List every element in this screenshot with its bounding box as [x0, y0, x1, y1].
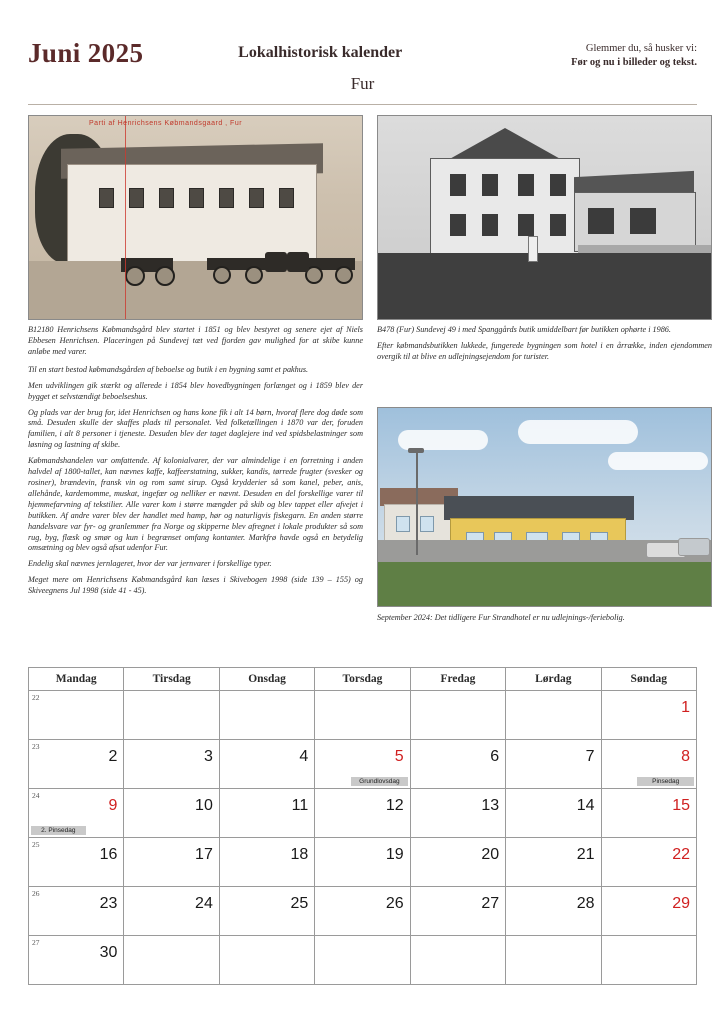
- calendar-cell[interactable]: [29, 838, 124, 887]
- calendar-cell[interactable]: [410, 740, 505, 789]
- article-paragraph: Men udviklingen gik stærkt og allerede i 1854 blev hovedbygningen forlænget og i 1859 blev der bygget et selvstændigt beboelseshus.: [28, 380, 363, 401]
- calendar-cell[interactable]: [601, 936, 696, 985]
- calendar-week-row: [29, 691, 697, 740]
- window-shape: [420, 516, 434, 532]
- calendar-cell[interactable]: [124, 691, 219, 740]
- window-shape: [482, 214, 498, 236]
- day-number: 4: [299, 748, 309, 765]
- calendar-cell[interactable]: [29, 936, 124, 985]
- photo2-caption-line-1: B478 (Fur) Sundevej 49 i med Spanggårds butik umiddelbart før butikken ophørte i 1986.: [377, 325, 671, 335]
- window-shape: [450, 174, 466, 196]
- calendar-week-row: [29, 838, 697, 887]
- page-title: Juni 2025: [28, 38, 144, 68]
- day-number: 13: [481, 797, 500, 814]
- calendar-week-row: [29, 789, 697, 838]
- day-number: 17: [195, 846, 213, 863]
- calendar-week-row: [29, 740, 697, 789]
- day-header-fredag: Fredag: [410, 668, 505, 691]
- calendar-cell[interactable]: [601, 838, 696, 887]
- calendar-cell[interactable]: [410, 838, 505, 887]
- calendar-cell[interactable]: [29, 887, 124, 936]
- spacer: [377, 363, 712, 407]
- place-title: Fur: [350, 74, 375, 94]
- day-header-lordag: Lørdag: [506, 668, 601, 691]
- day-number: 12: [385, 797, 404, 814]
- calendar-cell[interactable]: [315, 887, 410, 936]
- day-number: 28: [576, 895, 595, 912]
- window-shape: [129, 188, 144, 208]
- calendar-cell[interactable]: [601, 789, 696, 838]
- calendar-cell[interactable]: [601, 691, 696, 740]
- window-shape: [518, 214, 534, 236]
- slogan-line-2: Før og nu i billeder og tekst.: [571, 57, 697, 69]
- cloud-shape: [398, 430, 488, 450]
- calendar-cell[interactable]: [219, 740, 314, 789]
- calendar-cell[interactable]: [219, 887, 314, 936]
- day-number: 15: [672, 797, 690, 814]
- article-paragraph: Til en start bestod købmandsgården af beboelse og butik i en bygning samt et pakhus.: [28, 364, 309, 374]
- content-area: [28, 115, 712, 623]
- house-body: [430, 158, 580, 254]
- window-shape: [159, 188, 174, 208]
- shop-window-shape: [588, 208, 614, 234]
- day-header-onsdag: Onsdag: [219, 668, 314, 691]
- calendar-cell[interactable]: [410, 789, 505, 838]
- window-shape: [279, 188, 294, 208]
- slogan: [497, 42, 697, 70]
- calendar-cell[interactable]: [29, 789, 124, 838]
- day-header-mandag: Mandag: [29, 668, 124, 691]
- photo1-overlay-caption: Parti af Henrichsens Købmandsgaard , Fur: [89, 120, 243, 128]
- day-number: 25: [290, 895, 309, 912]
- calendar-cell[interactable]: [410, 691, 505, 740]
- article-body: [28, 365, 363, 597]
- day-header-sondag: Søndag: [601, 668, 696, 691]
- day-number: 6: [490, 748, 500, 765]
- right-column: [377, 115, 712, 623]
- cloud-shape: [518, 420, 638, 444]
- calendar-cell[interactable]: [124, 740, 219, 789]
- publication-title: Lokalhistorisk kalender: [238, 44, 403, 61]
- window-shape: [219, 188, 234, 208]
- calendar-cell[interactable]: [410, 936, 505, 985]
- calendar-cell[interactable]: [124, 789, 219, 838]
- day-number: 9: [108, 797, 118, 814]
- calendar-cell[interactable]: [410, 887, 505, 936]
- day-number: 18: [290, 846, 309, 863]
- calendar-cell[interactable]: [601, 740, 696, 789]
- car-shape: [678, 538, 710, 556]
- window-shape: [482, 174, 498, 196]
- article-paragraph: Købmandshandelen var omfattende. Af kolonialvarer, der var almindelige i en forretning i anden halvdel af 1800-tallet, kan nævnes kaffe, kaffeerstatning, sukker, kandis, tørrede frugter (svesker og rosiner), brændevin, fransk vin og rom samt sirup. Også krydderier så som kanel, peber, anis, allehånde, kardemomme, muskat, ingefær og nelliker er nævnt. Desuden en del forskellige varer til hjemmefarvning af tekstilier. Alle varer kom i større mængder på skib og blev tappet eller afvejet i butikken. Af andre varer blev der handlet med hamp, hør og naturligvis fiskegarn. En anden større handelsvare var fyr- og granlemmer fra Norge og skipperne blev afregnet i lokale produkter så som rug, byg, flæsk og smør og kun i begrænset omfang kontanter. Markfrø havde også en betydelig omsætning og blev også afsat udenfor Fur.: [28, 456, 363, 553]
- window-shape: [550, 214, 566, 236]
- calendar-cell[interactable]: [315, 740, 410, 789]
- calendar-table: [28, 667, 697, 985]
- shop-window-shape: [630, 208, 656, 234]
- calendar-cell[interactable]: [124, 936, 219, 985]
- calendar-week-row: [29, 936, 697, 985]
- window-shape: [518, 174, 534, 196]
- event-label: Grundlovsdag: [351, 777, 408, 786]
- calendar-week-row: [29, 887, 697, 936]
- day-number: 11: [291, 797, 309, 814]
- calendar-cell[interactable]: [506, 887, 601, 936]
- calendar-cell[interactable]: [506, 691, 601, 740]
- photo-shop-1986: [377, 115, 712, 320]
- day-number: 27: [481, 895, 500, 912]
- day-number: 10: [195, 797, 213, 814]
- day-number: 5: [394, 748, 404, 765]
- day-number: 19: [385, 846, 404, 863]
- street-lamp-pole: [416, 450, 418, 555]
- header-divider: [28, 104, 697, 105]
- day-number: 30: [99, 944, 118, 961]
- week-number: 24: [32, 791, 40, 800]
- hedge-shape: [378, 253, 711, 319]
- week-number: 23: [32, 742, 40, 751]
- photo1-caption: B12180 Henrichsens Købmandsgård blev startet i 1851 og blev bestyret og senere ejet af Niels Ebbesen Henrichsen. Placeringen på Sundevej tæt ved fjorden gav mulighed for at skibe kunne anløbe med varer.: [28, 325, 363, 356]
- week-number: 26: [32, 889, 40, 898]
- calendar-cell[interactable]: [506, 838, 601, 887]
- week-number: 22: [32, 693, 40, 702]
- calendar-section: [28, 667, 697, 985]
- window-shape: [249, 188, 264, 208]
- calendar-cell[interactable]: [29, 740, 124, 789]
- horse-shape: [265, 252, 287, 272]
- day-number: 29: [672, 895, 690, 912]
- slogan-line-1: Glemmer du, så husker vi:: [585, 43, 697, 54]
- day-number: 1: [681, 699, 690, 716]
- week-number: 27: [32, 938, 40, 947]
- window-shape: [396, 516, 410, 532]
- calendar-cell[interactable]: [124, 887, 219, 936]
- calendar-cell[interactable]: [601, 887, 696, 936]
- window-shape: [99, 188, 114, 208]
- calendar-cell[interactable]: [219, 838, 314, 887]
- day-number: 21: [576, 846, 595, 863]
- day-number: 16: [99, 846, 118, 863]
- event-label: 2. Pinsedag: [31, 826, 86, 835]
- photo2-caption-line-2: Efter købmandsbutikken lukkede, fungerede bygningen som hotel i en årrække, inden ejendommen overgik til at blive en udlejningsejendom for turister.: [377, 341, 712, 361]
- day-number: 3: [203, 748, 213, 765]
- calendar-cell[interactable]: [315, 789, 410, 838]
- photo3-caption: September 2024: Det tidligere Fur Strandhotel er nu udlejnings-/feriebolig.: [377, 612, 625, 622]
- photo-2024-color: [377, 407, 712, 607]
- day-number: 2: [108, 748, 118, 765]
- horse-shape: [287, 252, 309, 272]
- yellow-building-roof: [444, 496, 634, 520]
- cloud-shape: [608, 452, 708, 470]
- calendar-body: [29, 691, 697, 985]
- event-label: Pinsedag: [637, 777, 694, 786]
- day-number: 14: [576, 797, 595, 814]
- calendar-cell[interactable]: [29, 691, 124, 740]
- calendar-header-row: [29, 668, 697, 691]
- window-shape: [550, 174, 566, 196]
- calendar-cell[interactable]: [219, 936, 314, 985]
- day-number: 24: [195, 895, 213, 912]
- calendar-cell[interactable]: [124, 838, 219, 887]
- window-shape: [450, 214, 466, 236]
- calendar-cell[interactable]: [506, 936, 601, 985]
- page-header: [28, 0, 697, 70]
- day-number: 22: [672, 846, 690, 863]
- registration-line: [125, 116, 126, 319]
- calendar-cell[interactable]: [219, 789, 314, 838]
- calendar-cell[interactable]: [315, 936, 410, 985]
- photo-historic-farm: [28, 115, 363, 320]
- week-number: 25: [32, 840, 40, 849]
- left-column: [28, 115, 363, 623]
- article-paragraph: Endelig skal nævnes jernlageret, hvor der var jernvarer i forskellige typer.: [28, 559, 272, 569]
- article-paragraph: Meget mere om Henrichsens Købmandsgård kan læses i Skivebogen 1998 (side 139 – 155) og Skiveegnens Jul 1998 (side 41 - 45).: [28, 575, 363, 596]
- day-number: 26: [385, 895, 404, 912]
- article-paragraph: Og plads var der brug for, idet Henrichsen og hans kone fik i alt 14 børn, hvoraf flere dog døde som små. Desuden skulle der skaffes plads til personalet. Ved folketællingen i 1870 var der, foruden familien, i alt 8 personer i tjeneste. Desuden blev der taget daglejere ind ved spidsbelastninger som løsning og lastning af skibe.: [28, 407, 363, 450]
- day-header-torsdag: Torsdag: [315, 668, 410, 691]
- grass-shape: [378, 562, 711, 606]
- sign-board: [528, 236, 538, 262]
- calendar-cell[interactable]: [506, 789, 601, 838]
- calendar-cell[interactable]: [315, 838, 410, 887]
- calendar-cell[interactable]: [506, 740, 601, 789]
- calendar-cell[interactable]: [315, 691, 410, 740]
- day-number: 7: [585, 748, 595, 765]
- day-number: 20: [481, 846, 500, 863]
- day-number: 8: [681, 748, 690, 765]
- day-number: 23: [99, 895, 118, 912]
- window-shape: [189, 188, 204, 208]
- day-header-tirsdag: Tirsdag: [124, 668, 219, 691]
- calendar-cell[interactable]: [219, 691, 314, 740]
